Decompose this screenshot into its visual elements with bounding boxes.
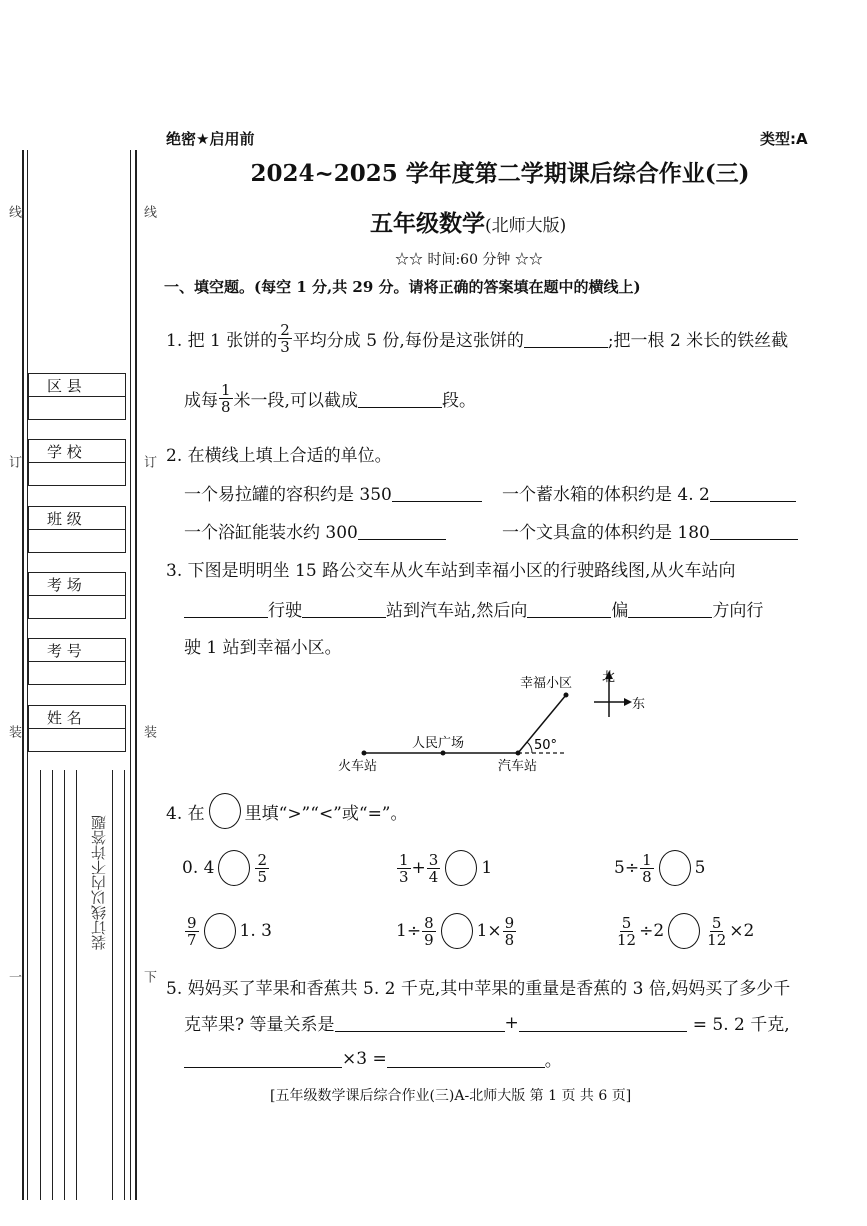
field-label: 考 场	[29, 573, 125, 596]
section-title: 一、填空题。(每空 1 分,共 29 分。请将正确的答案填在题中的横线上)	[164, 278, 641, 296]
fraction-den: 7	[187, 930, 197, 949]
answer-blank[interactable]	[524, 329, 608, 348]
answer-circle[interactable]	[441, 913, 473, 949]
expr-text: 0. 4	[182, 858, 215, 878]
fraction	[255, 852, 269, 885]
fraction-den: 8	[642, 867, 652, 886]
field-name	[28, 705, 126, 752]
label-xingfu: 幸福小区	[520, 676, 573, 691]
answer-circle[interactable]	[204, 913, 236, 949]
q4-item	[182, 850, 270, 886]
margin-mark: 订	[141, 455, 156, 468]
q5-text: 。	[544, 1051, 562, 1071]
route-map	[320, 665, 660, 780]
subtitle-main: 五年级数学	[370, 211, 485, 237]
q3-line2	[184, 596, 763, 621]
q3-line3: 驶 1 站到幸福小区。	[184, 638, 342, 658]
answer-circle[interactable]	[218, 850, 250, 886]
q3-text: 站到汽车站,然后向	[386, 601, 528, 621]
q2-item-text: 一个文具盒的体积约是 180	[502, 523, 710, 543]
q5-line3	[184, 1046, 562, 1071]
q1-text: 平均分成 5 份,每份是这张饼的	[292, 331, 524, 351]
q3-text: 偏	[611, 601, 629, 621]
fraction-num: 1	[399, 850, 409, 869]
field-school	[28, 439, 126, 486]
field-label: 学 校	[29, 440, 125, 463]
angle-arc	[527, 742, 532, 753]
fraction-num: 1	[221, 381, 231, 399]
answer-blank[interactable]	[335, 1013, 505, 1032]
q2-item-text: 一个浴缸能装水约 300	[184, 523, 358, 543]
subtitle-edition: (北师大版)	[485, 216, 567, 236]
q1-text: 1. 把 1 张饼的	[166, 331, 278, 351]
subtitle	[370, 205, 566, 238]
fraction-den: 8	[221, 398, 231, 416]
q4-title	[166, 793, 408, 829]
q4-item	[184, 913, 272, 949]
q1-line1	[166, 322, 788, 355]
page-footer: [五年级数学课后综合作业(三)A-北师大版 第 1 页 共 6 页]	[270, 1088, 632, 1104]
q5-text: +	[504, 1012, 519, 1033]
expr-text: +	[411, 858, 426, 878]
answer-blank[interactable]	[527, 599, 611, 618]
fraction	[503, 915, 517, 948]
margin-mark: 订	[6, 455, 21, 468]
answer-blank[interactable]	[710, 483, 796, 502]
label-huoche: 火车站	[338, 759, 378, 774]
expr-text: 1	[481, 858, 493, 878]
fraction-num: 1	[642, 850, 652, 869]
page-title: 2024~2025 学年度第二学期课后综合作业(三)	[250, 160, 750, 187]
fraction-num: 3	[428, 850, 439, 869]
expr-text: 1. 3	[239, 921, 272, 941]
answer-blank[interactable]	[302, 599, 386, 618]
fraction	[615, 915, 638, 948]
answer-blank[interactable]	[387, 1049, 545, 1068]
fraction-num: 9	[187, 913, 197, 932]
q4-text: 里填“>”“<”或“=”。	[244, 803, 408, 824]
q2-item-text: 一个易拉罐的容积约是 350	[184, 485, 392, 505]
q5-text: = 5. 2 千克,	[692, 1015, 790, 1035]
fraction-num: 2	[280, 321, 290, 339]
q3-line1: 3. 下图是明明坐 15 路公交车从火车站到幸福小区的行驶路线图,从火车站向	[166, 561, 736, 581]
q2-item	[184, 480, 482, 505]
label-angle: 50°	[534, 738, 558, 753]
field-label: 姓 名	[29, 706, 125, 729]
answer-blank[interactable]	[392, 483, 482, 502]
field-exam-room	[28, 572, 126, 619]
exam-time: ☆☆ 时间:60 分钟 ☆☆	[395, 252, 543, 268]
q5-text: ×3 =	[342, 1048, 387, 1069]
fraction-den: 3	[399, 867, 409, 886]
fraction-num: 5	[621, 913, 632, 932]
fraction-den: 4	[428, 867, 439, 886]
answer-blank[interactable]	[519, 1013, 687, 1032]
q2-item	[184, 518, 446, 543]
fraction	[640, 852, 654, 885]
fraction	[185, 915, 199, 948]
station-dot	[516, 751, 521, 756]
answer-blank[interactable]	[184, 1049, 342, 1068]
q2-title: 2. 在横线上填上合适的单位。	[166, 446, 392, 466]
margin-mark: 线	[6, 205, 21, 218]
margin-mark: 装	[6, 725, 21, 738]
label-north: 北	[602, 670, 616, 685]
fraction-den: 5	[257, 867, 267, 886]
expr-text: ÷2	[639, 921, 665, 941]
secret-label: 绝密★启用前	[166, 130, 255, 148]
answer-blank[interactable]	[628, 599, 712, 618]
margin-mark: 一	[6, 970, 21, 983]
answer-blank[interactable]	[358, 521, 446, 540]
station-dot	[362, 751, 367, 756]
margin-mark: 装	[141, 725, 156, 738]
q2-item-text: 一个蓄水箱的体积约是 4. 2	[502, 485, 710, 505]
q1-text: 米一段,可以截成	[233, 391, 358, 411]
q5-line1: 5. 妈妈买了苹果和香蕉共 5. 2 千克,其中苹果的重量是香蕉的 3 倍,妈妈买了多少千	[166, 979, 791, 999]
compare-circle-icon	[209, 793, 241, 829]
expr-text: 5÷	[614, 858, 640, 878]
fraction	[705, 915, 728, 948]
margin-mark: 下	[141, 970, 156, 983]
expr-text: ×2	[729, 921, 755, 941]
q1-text: ;把一根 2 米长的铁丝截	[607, 331, 789, 351]
q3-text: 方向行	[712, 601, 764, 621]
field-class	[28, 506, 126, 553]
fraction	[422, 915, 436, 948]
fraction-num: 5	[711, 913, 722, 932]
fraction-den: 3	[280, 338, 290, 356]
q4-item	[614, 850, 705, 886]
fraction	[278, 322, 292, 355]
fraction-den: 12	[617, 930, 637, 949]
q1-text: 成每	[184, 391, 218, 411]
answer-circle[interactable]	[668, 913, 700, 949]
type-label: 类型:A	[760, 130, 808, 148]
fraction-den: 12	[707, 930, 727, 949]
seal-text: 装订线以内不许答题	[90, 815, 108, 950]
label-qiche: 汽车站	[498, 759, 538, 774]
fraction-den: 8	[504, 930, 515, 949]
margin-mark: 线	[141, 205, 156, 218]
answer-blank[interactable]	[184, 599, 268, 618]
fraction-num: 8	[424, 913, 434, 932]
fraction-num: 9	[504, 913, 515, 932]
q4-text: 4. 在	[166, 803, 205, 824]
east-arrow-icon	[624, 698, 632, 706]
label-renmin: 人民广场	[412, 736, 465, 751]
fraction	[219, 382, 233, 415]
station-dot	[441, 751, 446, 756]
q4-item	[396, 913, 517, 949]
q2-item	[502, 518, 798, 543]
expr-text: 5	[694, 858, 706, 878]
fraction	[397, 852, 411, 885]
answer-circle[interactable]	[445, 850, 477, 886]
q1-line2	[184, 382, 476, 415]
label-east: 东	[632, 697, 646, 712]
q5-text: 克苹果? 等量关系是	[184, 1015, 335, 1035]
answer-circle[interactable]	[659, 850, 691, 886]
field-label: 班 级	[29, 507, 125, 530]
q4-item	[614, 913, 754, 949]
expr-text: 1÷	[396, 921, 422, 941]
field-label: 区 县	[29, 374, 125, 397]
answer-blank[interactable]	[710, 521, 798, 540]
field-label: 考 号	[29, 639, 125, 662]
q1-text: 段。	[441, 391, 476, 411]
q4-item	[396, 850, 492, 886]
field-exam-number	[28, 638, 126, 685]
q2-item	[502, 480, 796, 505]
q3-text: 行驶	[268, 601, 302, 621]
q5-line2	[184, 1010, 790, 1035]
answer-blank[interactable]	[358, 389, 442, 408]
fraction	[427, 852, 441, 885]
field-district	[28, 373, 126, 420]
station-dot	[564, 693, 569, 698]
fraction-num: 2	[257, 850, 267, 869]
expr-text: 1×	[476, 921, 502, 941]
fraction-den: 9	[424, 930, 434, 949]
